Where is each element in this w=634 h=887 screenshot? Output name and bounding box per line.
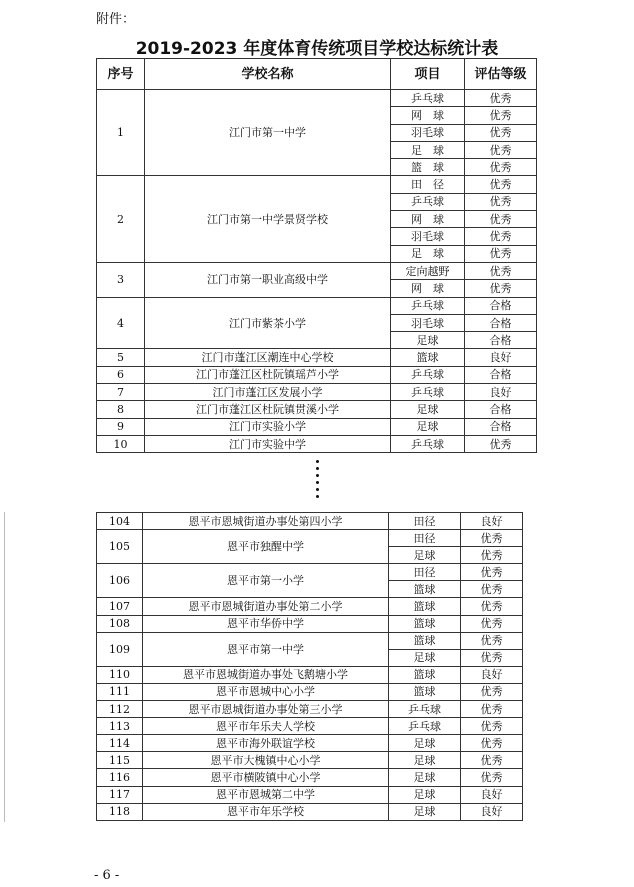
school-name: 恩平市恩城街道办事处第二小学	[143, 598, 389, 615]
school-number: 8	[97, 401, 145, 418]
grade: 优秀	[465, 435, 537, 452]
sport-item: 足球	[389, 547, 461, 564]
page-number: - 6 -	[94, 868, 120, 883]
school-number: 108	[97, 615, 143, 632]
stats-table-top	[96, 58, 537, 453]
table-row	[97, 418, 537, 435]
grade: 优秀	[461, 752, 523, 769]
school-number: 4	[97, 297, 145, 349]
sport-item: 足球	[389, 735, 461, 752]
school-name: 江门市第一中学	[145, 90, 391, 176]
school-name: 江门市实验中学	[145, 435, 391, 452]
sport-item: 足 球	[391, 141, 465, 158]
school-name: 恩平市大槐镇中心小学	[143, 752, 389, 769]
header-no: 序号	[97, 59, 145, 90]
header-item: 项目	[391, 59, 465, 90]
grade: 优秀	[461, 735, 523, 752]
sport-item: 乒乓球	[391, 366, 465, 383]
school-number: 1	[97, 90, 145, 176]
school-number: 6	[97, 366, 145, 383]
header-grade: 评估等级	[465, 59, 537, 90]
grade: 优秀	[465, 141, 537, 158]
school-number: 118	[97, 803, 143, 820]
grade: 优秀	[465, 159, 537, 176]
sport-item: 羽毛球	[391, 124, 465, 141]
table-row	[97, 297, 537, 314]
sport-item: 篮 球	[391, 159, 465, 176]
school-number: 9	[97, 418, 145, 435]
grade: 良好	[465, 384, 537, 401]
sport-item: 篮球	[389, 666, 461, 683]
scan-edge-line	[4, 512, 5, 822]
school-name: 恩平市第一小学	[143, 564, 389, 598]
sport-item: 篮球	[389, 615, 461, 632]
sport-item: 乒乓球	[391, 384, 465, 401]
school-name: 恩平市海外联谊学校	[143, 735, 389, 752]
sport-item: 乒乓球	[391, 193, 465, 210]
school-number: 7	[97, 384, 145, 401]
grade: 优秀	[461, 701, 523, 718]
grade: 优秀	[465, 90, 537, 107]
grade: 优秀	[465, 262, 537, 279]
sport-item: 足球	[391, 418, 465, 435]
school-number: 10	[97, 435, 145, 452]
sport-item: 篮球	[389, 683, 461, 700]
table-row	[97, 262, 537, 279]
header-school: 学校名称	[145, 59, 391, 90]
grade: 优秀	[461, 718, 523, 735]
table-row	[97, 803, 523, 820]
grade: 优秀	[461, 530, 523, 547]
school-name: 江门市蓬江区潮连中心学校	[145, 349, 391, 366]
table-row	[97, 786, 523, 803]
table-row	[97, 513, 523, 530]
grade: 优秀	[461, 632, 523, 649]
school-name: 江门市蓬江区杜阮镇贯溪小学	[145, 401, 391, 418]
grade: 优秀	[461, 769, 523, 786]
grade: 优秀	[465, 228, 537, 245]
sport-item: 乒乓球	[391, 297, 465, 314]
table-row	[97, 752, 523, 769]
grade: 合格	[465, 401, 537, 418]
table-row	[97, 701, 523, 718]
school-name: 恩平市恩城第二中学	[143, 786, 389, 803]
table-row	[97, 401, 537, 418]
sport-item: 乒乓球	[391, 90, 465, 107]
grade: 优秀	[465, 124, 537, 141]
table-row	[97, 530, 523, 547]
school-number: 112	[97, 701, 143, 718]
attachment-label: 附件：	[96, 12, 136, 27]
table-row	[97, 683, 523, 700]
school-name: 恩平市年乐夫人学校	[143, 718, 389, 735]
school-number: 107	[97, 598, 143, 615]
school-number: 5	[97, 349, 145, 366]
school-name: 恩平市华侨中学	[143, 615, 389, 632]
sport-item: 羽毛球	[391, 228, 465, 245]
table-row	[97, 598, 523, 615]
school-name: 江门市第一职业高级中学	[145, 262, 391, 297]
grade: 优秀	[461, 581, 523, 598]
sport-item: 乒乓球	[391, 435, 465, 452]
table-row	[97, 366, 537, 383]
table-row	[97, 615, 523, 632]
school-name: 江门市蓬江区杜阮镇瑶芦小学	[145, 366, 391, 383]
sport-item: 定向越野	[391, 262, 465, 279]
school-name: 恩平市恩城街道办事处第四小学	[143, 513, 389, 530]
grade: 良好	[465, 349, 537, 366]
continuation-dots	[312, 460, 322, 502]
school-name: 江门市第一中学景贤学校	[145, 176, 391, 262]
school-name: 恩平市横陂镇中心小学	[143, 769, 389, 786]
sport-item: 网 球	[391, 280, 465, 297]
sport-item: 足球	[391, 401, 465, 418]
table-row	[97, 632, 523, 649]
sport-item: 篮球	[389, 581, 461, 598]
table-row	[97, 384, 537, 401]
sport-item: 足球	[391, 332, 465, 349]
sport-item: 篮球	[391, 349, 465, 366]
grade: 良好	[461, 513, 523, 530]
table-row	[97, 735, 523, 752]
table-row	[97, 435, 537, 452]
school-number: 116	[97, 769, 143, 786]
grade: 优秀	[465, 107, 537, 124]
school-name: 恩平市恩城中心小学	[143, 683, 389, 700]
sport-item: 篮球	[389, 598, 461, 615]
sport-item: 田径	[389, 513, 461, 530]
grade: 优秀	[461, 564, 523, 581]
sport-item: 足球	[389, 786, 461, 803]
table-header-row	[97, 59, 537, 90]
sport-item: 足球	[389, 803, 461, 820]
school-name: 江门市紫茶小学	[145, 297, 391, 349]
sport-item: 足 球	[391, 245, 465, 262]
school-number: 115	[97, 752, 143, 769]
grade: 合格	[465, 366, 537, 383]
grade: 优秀	[465, 211, 537, 228]
grade: 良好	[461, 803, 523, 820]
table-row	[97, 349, 537, 366]
grade: 优秀	[461, 547, 523, 564]
sport-item: 羽毛球	[391, 314, 465, 331]
school-number: 117	[97, 786, 143, 803]
grade: 优秀	[465, 176, 537, 193]
sport-item: 网 球	[391, 107, 465, 124]
grade: 优秀	[461, 598, 523, 615]
school-number: 3	[97, 262, 145, 297]
grade: 良好	[461, 786, 523, 803]
table-row	[97, 90, 537, 107]
sport-item: 乒乓球	[389, 718, 461, 735]
school-name: 恩平市第一中学	[143, 632, 389, 666]
sport-item: 足球	[389, 752, 461, 769]
school-number: 109	[97, 632, 143, 666]
table-row	[97, 666, 523, 683]
sport-item: 田径	[389, 564, 461, 581]
school-number: 104	[97, 513, 143, 530]
sport-item: 篮球	[389, 632, 461, 649]
grade: 良好	[461, 666, 523, 683]
grade: 优秀	[461, 615, 523, 632]
grade: 合格	[465, 314, 537, 331]
grade: 优秀	[465, 193, 537, 210]
grade: 优秀	[465, 245, 537, 262]
school-number: 106	[97, 564, 143, 598]
school-name: 恩平市恩城街道办事处飞鹅塘小学	[143, 666, 389, 683]
sport-item: 足球	[389, 649, 461, 666]
grade: 优秀	[465, 280, 537, 297]
sport-item: 田径	[389, 530, 461, 547]
school-number: 105	[97, 530, 143, 564]
grade: 合格	[465, 418, 537, 435]
grade: 合格	[465, 297, 537, 314]
school-name: 江门市实验小学	[145, 418, 391, 435]
school-number: 111	[97, 683, 143, 700]
sport-item: 田 径	[391, 176, 465, 193]
stats-table-bottom	[96, 512, 523, 821]
table-row	[97, 176, 537, 193]
table-row	[97, 718, 523, 735]
page-title: 2019-2023 年度体育传统项目学校达标统计表	[135, 39, 499, 59]
table-row	[97, 564, 523, 581]
grade: 优秀	[461, 683, 523, 700]
school-name: 江门市蓬江区发展小学	[145, 384, 391, 401]
sport-item: 足球	[389, 769, 461, 786]
school-name: 恩平市独醒中学	[143, 530, 389, 564]
school-number: 114	[97, 735, 143, 752]
table-row	[97, 769, 523, 786]
school-number: 2	[97, 176, 145, 262]
grade: 优秀	[461, 649, 523, 666]
school-number: 110	[97, 666, 143, 683]
sport-item: 网 球	[391, 211, 465, 228]
sport-item: 乒乓球	[389, 701, 461, 718]
grade: 合格	[465, 332, 537, 349]
school-number: 113	[97, 718, 143, 735]
school-name: 恩平市年乐学校	[143, 803, 389, 820]
school-name: 恩平市恩城街道办事处第三小学	[143, 701, 389, 718]
